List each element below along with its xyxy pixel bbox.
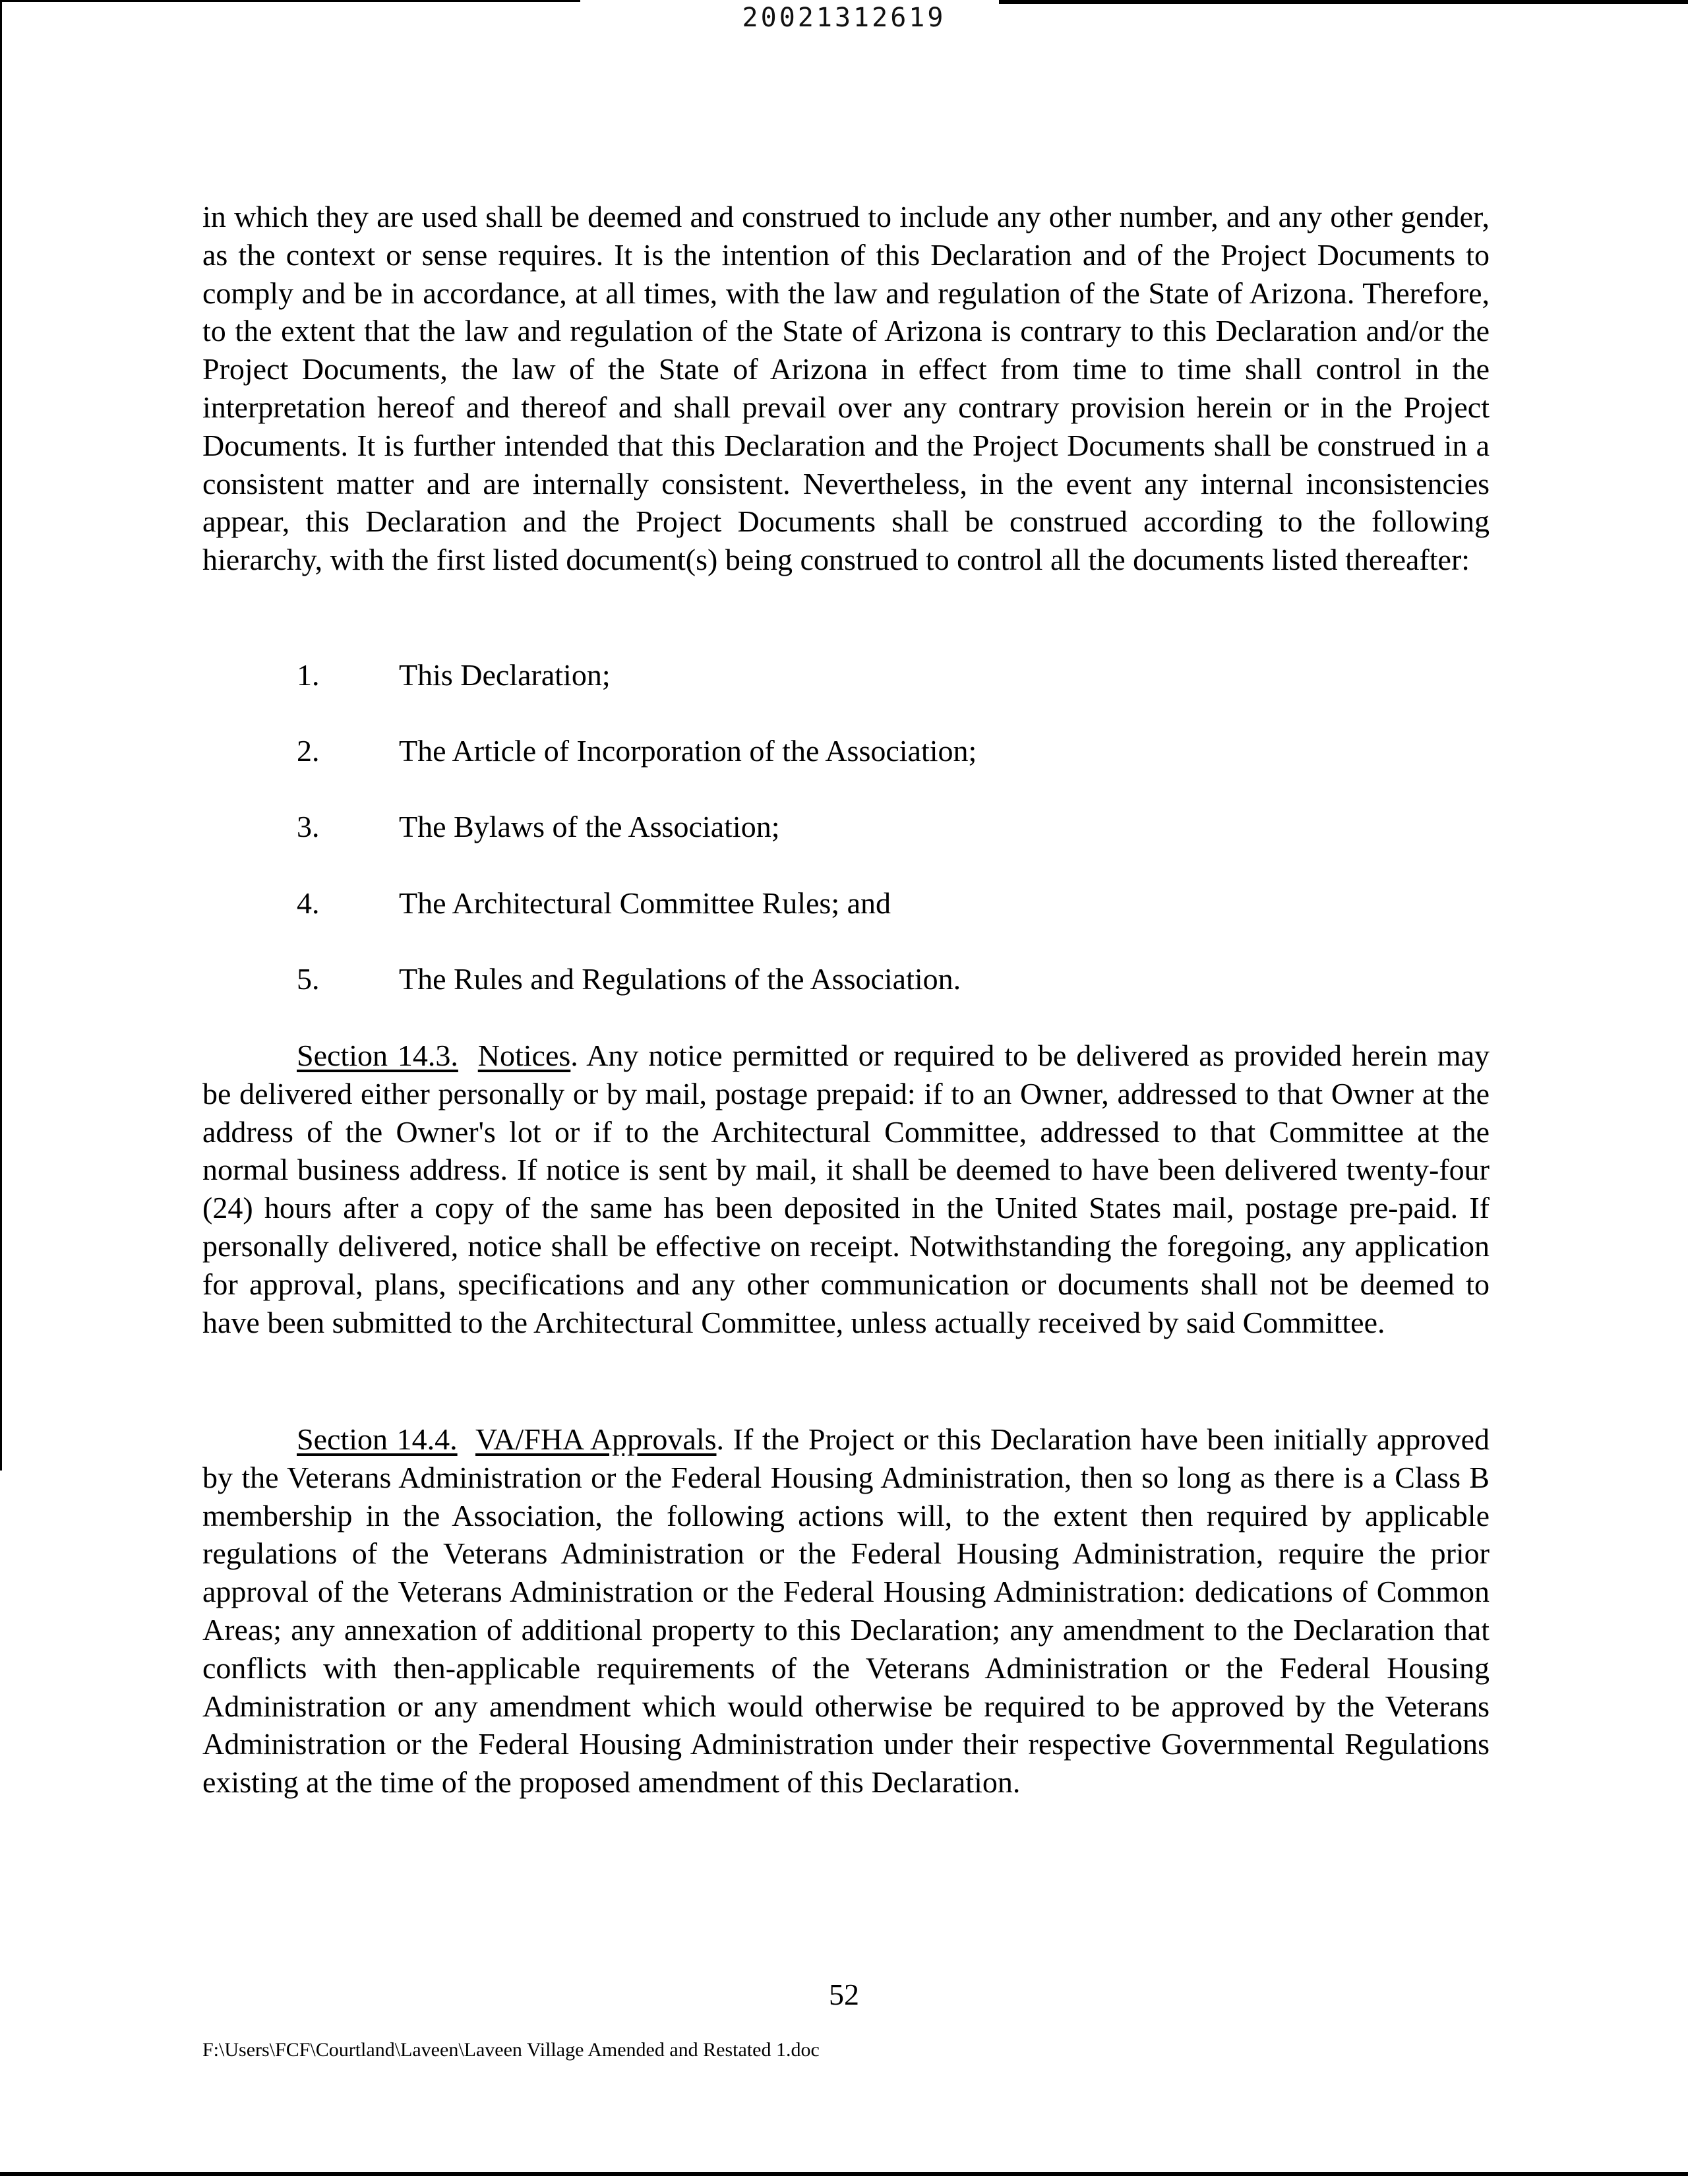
section-14-4-paragraph: [202, 1420, 1490, 1802]
list-item-number: 5.: [297, 962, 320, 996]
section-14-3-heading: Notices: [477, 1039, 571, 1072]
list-item-number: 2.: [297, 734, 320, 768]
list-item-text: The Rules and Regulations of the Association.: [399, 962, 961, 996]
section-14-4-label: Section 14.4.: [297, 1422, 458, 1456]
section-14-3-text: . Any notice permitted or required to be delivered as provided herein may be delivered either personally or by mail, postage prepaid: if to an Owner, addressed to that Owner at the address of the Owner's lot or if to the Architectural Committee, addressed to that Committee at the normal business address. If notice is sent by mail, it shall be deemed to have been delivered twenty-four (24) hours after a copy of the same has been deposited in the United States mail, postage pre-paid. If personally delivered, notice shall be effective on receipt. Notwithstanding the foregoing, any application for approval, plans, specifications and any other communication or documents shall not be deemed to have been submitted to the Architectural Committee, unless actually received by said Committee.: [202, 1039, 1490, 1339]
section-14-4-heading: VA/FHA Approvals: [475, 1422, 717, 1456]
list-item-text: The Article of Incorporation of the Association;: [399, 734, 977, 768]
scan-edge-left: [0, 0, 2, 1471]
section-14-4-text: . If the Project or this Declaration have been initially approved by the Veterans Administration or the Federal Housing Administration, then so long as there is a Class B membership in the Association, the following actions will, to the extent then required by applicable regulations of the Veterans Administration or the Federal Housing Administration, require the prior approval of the Veterans Administration or the Federal Housing Administration: dedications of Common Areas; any annexation of additional property to this Declaration; any amendment to the Declaration that conflicts with then-applicable requirements of the Veterans Administration or the Federal Housing Administration or any amendment which would otherwise be required to be approved by the Veterans Administration or the Federal Housing Administration under their respective Governmental Regulations existing at the time of the proposed amendment of this Declaration.: [202, 1422, 1490, 1800]
list-item: [297, 733, 1484, 773]
scan-edge-bottom: [0, 2172, 1688, 2176]
list-item-number: 4.: [297, 886, 320, 920]
list-item-number: 1.: [297, 658, 320, 692]
list-item-number: 3.: [297, 810, 320, 843]
paragraph-intro: in which they are used shall be deemed and construed to include any other number, and any other gender, as the context or sense requires. It is the intention of this Declaration and of the Project Documents to comply and be in accordance, at all times, with the law and regulation of the State of Arizona. Therefore, to the extent that the law and regulation of the State of Arizona is contrary to this Declaration and/or the Project Documents, the law of the State of Arizona in effect from time to time shall control in the interpretation hereof and thereof and shall prevail over any contrary provision herein or in the Project Documents. It is further intended that this Declaration and the Project Documents shall be construed in a consistent matter and are internally consistent. Nevertheless, in the event any internal inconsistencies appear, this Declaration and the Project Documents shall be construed according to the following hierarchy, with the first listed document(s) being construed to control all the documents listed thereafter:: [202, 200, 1490, 577]
list-item: [297, 961, 1484, 1001]
section-14-3-label: Section 14.3.: [297, 1039, 458, 1072]
document-number: 20021312619: [742, 3, 946, 33]
file-path: F:\Users\FCF\Courtland\Laveen\Laveen Village Amended and Restated 1.doc: [202, 2039, 820, 2061]
section-14-3-paragraph: [202, 1037, 1490, 1341]
list-item: [297, 809, 1484, 849]
page-number: 52: [829, 1978, 859, 2011]
list-item: [297, 886, 1484, 925]
list-item: [297, 657, 1484, 697]
scan-edge-top-left: [0, 0, 580, 2]
list-item-text: This Declaration;: [399, 658, 611, 692]
list-item-text: The Architectural Committee Rules; and: [399, 886, 891, 920]
list-item-text: The Bylaws of the Association;: [399, 810, 780, 843]
